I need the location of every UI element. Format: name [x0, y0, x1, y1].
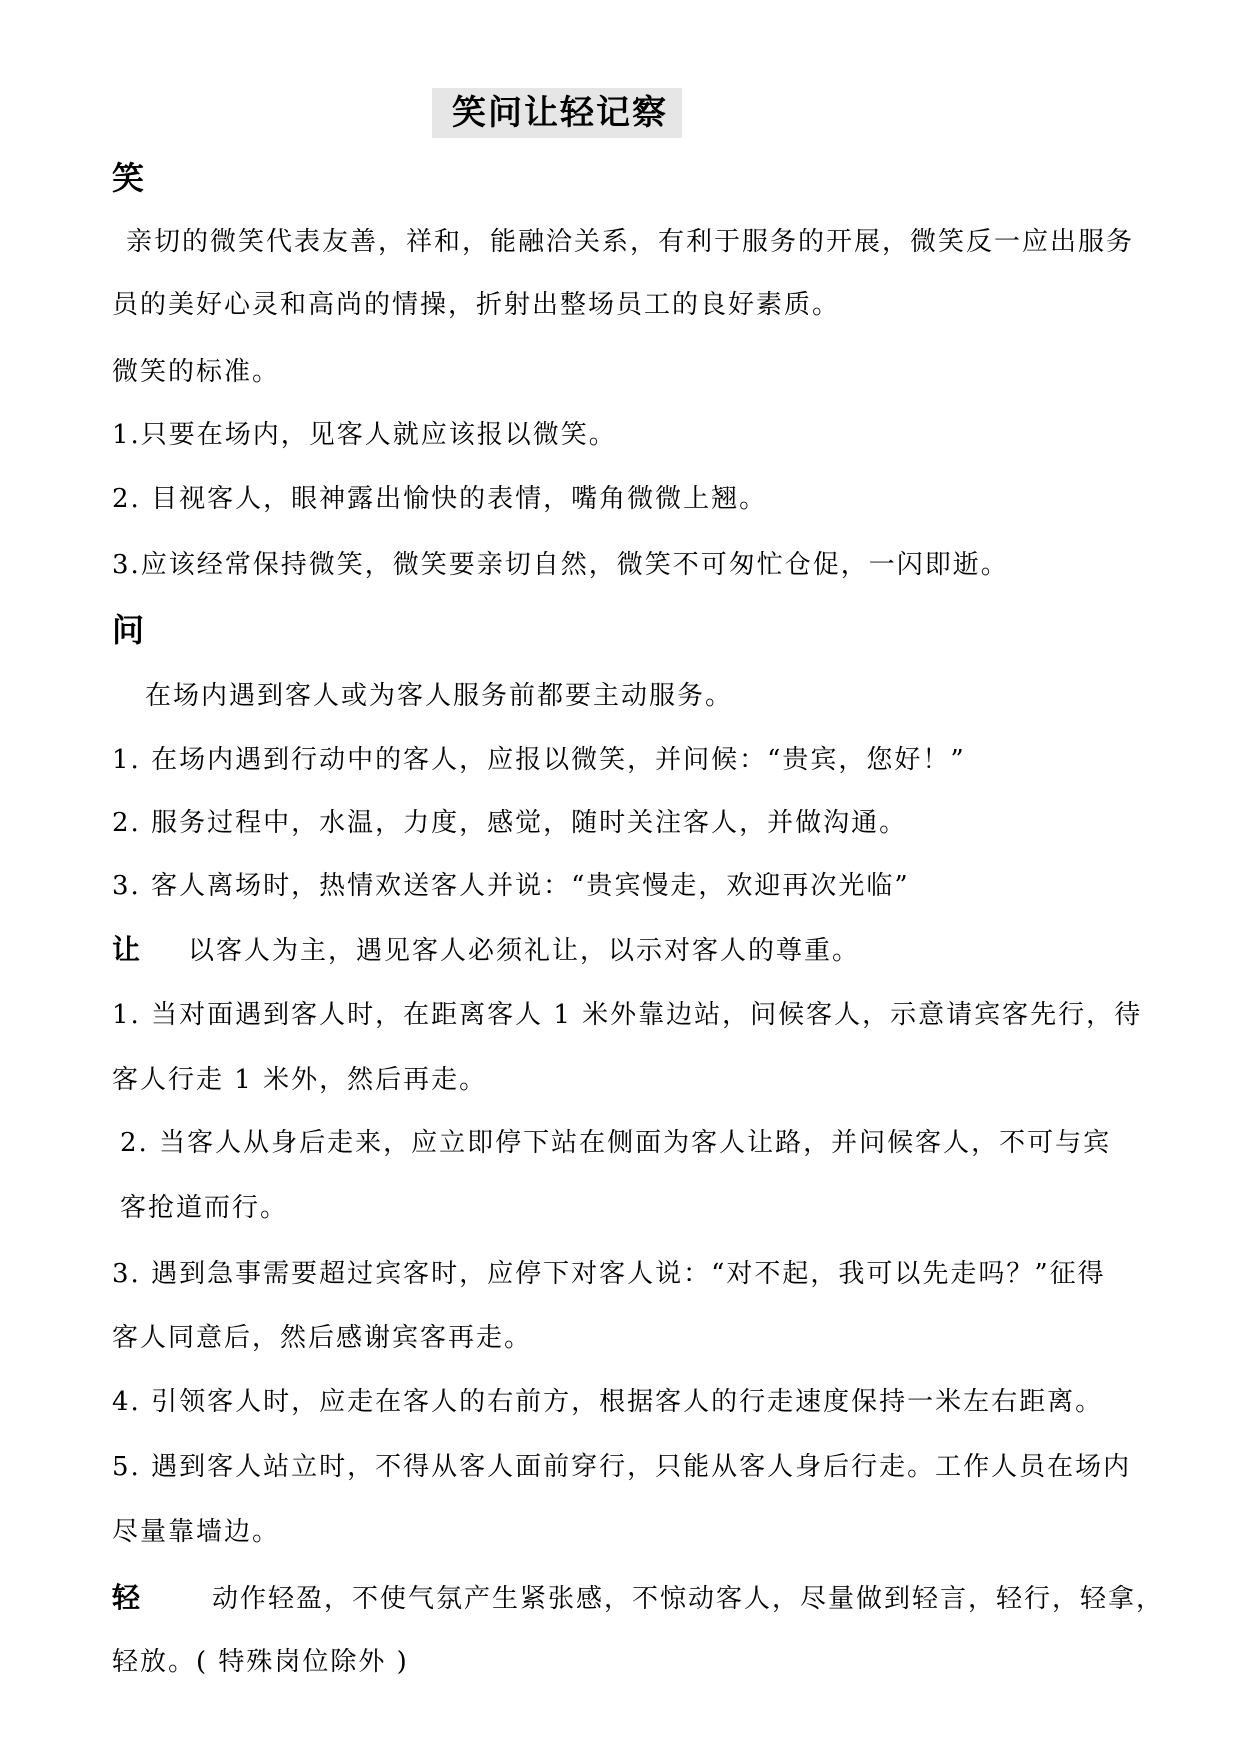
list-item: 3.应该经常保持微笑，微笑要亲切自然，微笑不可匆忙仓促，一闪即逝。: [112, 550, 1009, 580]
list-item: 1. 当对面遇到客人时，在距离客人 1 米外靠边站，问候客人，示意请宾客先行，待: [112, 1000, 1143, 1030]
paragraph-line: 尽量靠墙边。: [112, 1517, 281, 1547]
paragraph-line: 动作轻盈，不使气氛产生紧张感，不惊动客人，尽量做到轻言，轻行，轻拿，: [212, 1584, 1165, 1614]
list-item: 5. 遇到客人站立时，不得从客人面前穿行，只能从客人身后行走。工作人员在场内: [112, 1452, 1132, 1482]
paragraph-line: 轻放。( 特殊岗位除外 ): [112, 1647, 409, 1677]
section-heading-qing: 轻: [112, 1581, 141, 1614]
paragraph-line: 员的美好心灵和高尚的情操，折射出整场员工的良好素质。: [112, 290, 841, 320]
list-item: 3. 遇到急事需要超过宾客时，应停下对客人说：“对不起，我可以先走吗？”征得: [112, 1259, 1106, 1289]
list-item: 4. 引领客人时，应走在客人的右前方，根据客人的行走速度保持一米左右距离。: [112, 1387, 1104, 1417]
paragraph-line: 在场内遇到客人或为客人服务前都要主动服务。: [145, 681, 734, 711]
list-item: 1.只要在场内，见客人就应该报以微笑。: [112, 420, 617, 450]
document-title: 笑问让轻记察: [432, 88, 682, 138]
paragraph-line: 亲切的微笑代表友善，祥和，能融洽关系，有利于服务的开展，微笑反一应出服务: [126, 227, 1135, 257]
paragraph-line: 客人行走 1 米外，然后再走。: [112, 1065, 488, 1095]
section-heading-wen: 问: [112, 611, 145, 649]
section-qing-intro-row: [112, 1578, 1164, 1619]
paragraph-line: 以客人为主，遇见客人必须礼让，以示对客人的尊重。: [188, 936, 861, 966]
section-heading-rang: 让: [112, 933, 141, 966]
section-heading-xiao: 笑: [112, 159, 145, 197]
paragraph-line: 客抢道而行。: [120, 1193, 289, 1223]
list-item: 1. 在场内遇到行动中的客人，应报以微笑，并问候：“贵宾，您好！”: [112, 745, 966, 775]
paragraph-line: 微笑的标准。: [112, 357, 281, 387]
list-item: 2. 目视客人，眼神露出愉快的表情，嘴角微微上翘。: [112, 484, 768, 514]
section-rang-intro-row: [112, 930, 860, 971]
list-item: 2. 当客人从身后走来，应立即停下站在侧面为客人让路，并问候客人，不可与宾: [120, 1128, 1112, 1158]
paragraph-line: 客人同意后，然后感谢宾客再走。: [112, 1323, 533, 1353]
list-item: 3. 客人离场时，热情欢送客人并说：“贵宾慢走，欢迎再次光临”: [112, 871, 910, 901]
list-item: 2. 服务过程中，水温，力度，感觉，随时关注客人，并做沟通。: [112, 808, 908, 838]
